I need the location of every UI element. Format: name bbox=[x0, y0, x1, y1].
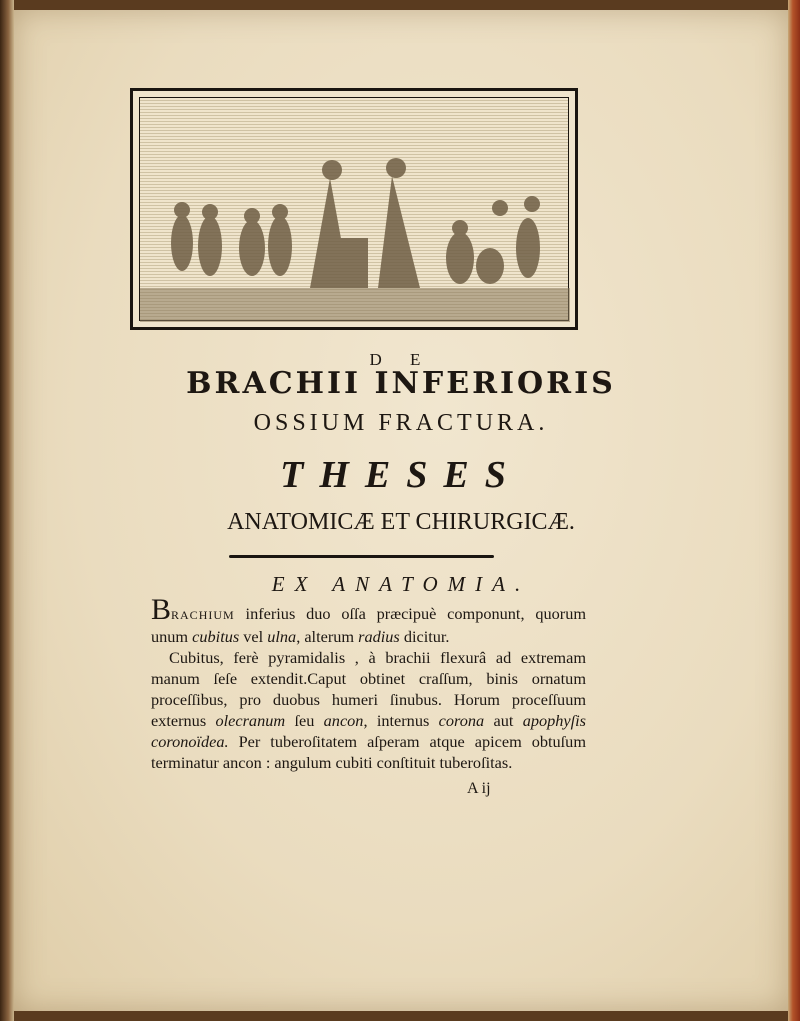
signature-mark: A ij bbox=[467, 780, 491, 797]
paragraph-1 bbox=[151, 593, 587, 647]
page-edge bbox=[788, 0, 800, 1021]
p1-text2: vel bbox=[239, 627, 268, 646]
term-cubitus: cubitus bbox=[192, 627, 240, 646]
p1-text: inferius duo oſſa præcipuè componunt, quorum unum bbox=[151, 604, 587, 646]
term-corona: corona bbox=[438, 711, 485, 730]
heading-theses: THESES bbox=[280, 454, 522, 496]
headpiece-engraving bbox=[130, 88, 578, 330]
section-title: EX ANATOMIA. bbox=[271, 572, 531, 596]
book-page bbox=[14, 10, 788, 1011]
heading-brachii: BRACHII INFERIORIS bbox=[186, 366, 616, 401]
term-ancon: ancon bbox=[323, 711, 364, 730]
heading-anatomicae: ANATOMICÆ ET CHIRURGICÆ. bbox=[227, 509, 575, 535]
body-text bbox=[151, 593, 587, 773]
heading-de: D E bbox=[369, 350, 433, 369]
book-spine bbox=[0, 0, 14, 1021]
p2-text2: ſeu bbox=[285, 711, 324, 730]
p2-text5: Per tuberoſitatem aſperam atque apicem obtuſum terminatur ancon : angulum cubiti conſtituit tuberoſitas. bbox=[151, 732, 586, 772]
heading-ossium: OSSIUM FRACTURA. bbox=[253, 410, 549, 436]
drop-cap: B bbox=[151, 593, 172, 626]
small-caps-word: RACHIUM bbox=[171, 608, 235, 622]
term-apophysis: apophyſis coronoïdea. bbox=[151, 711, 586, 751]
engraving-scene bbox=[139, 97, 569, 321]
p1-text3: , alterum bbox=[296, 627, 359, 646]
term-radius: radius bbox=[358, 627, 400, 646]
p2-text1: Cubitus, ferè pyramidalis , à brachii flexurâ ad extremam manum ſeſe extendit.Caput obtinet craſſum, binis ornatum proceſſibus, pro duobus humeri ſinubus. Horum proceſſuum externus bbox=[151, 648, 586, 730]
p1-text4: dicitur. bbox=[399, 627, 450, 646]
term-ulna: ulna bbox=[267, 627, 297, 646]
p2-text3: , internus bbox=[363, 711, 439, 730]
divider-rule bbox=[229, 555, 494, 558]
term-olecranum: olecranum bbox=[215, 711, 286, 730]
paragraph-2 bbox=[151, 647, 586, 773]
p2-text4: aut bbox=[484, 711, 523, 730]
